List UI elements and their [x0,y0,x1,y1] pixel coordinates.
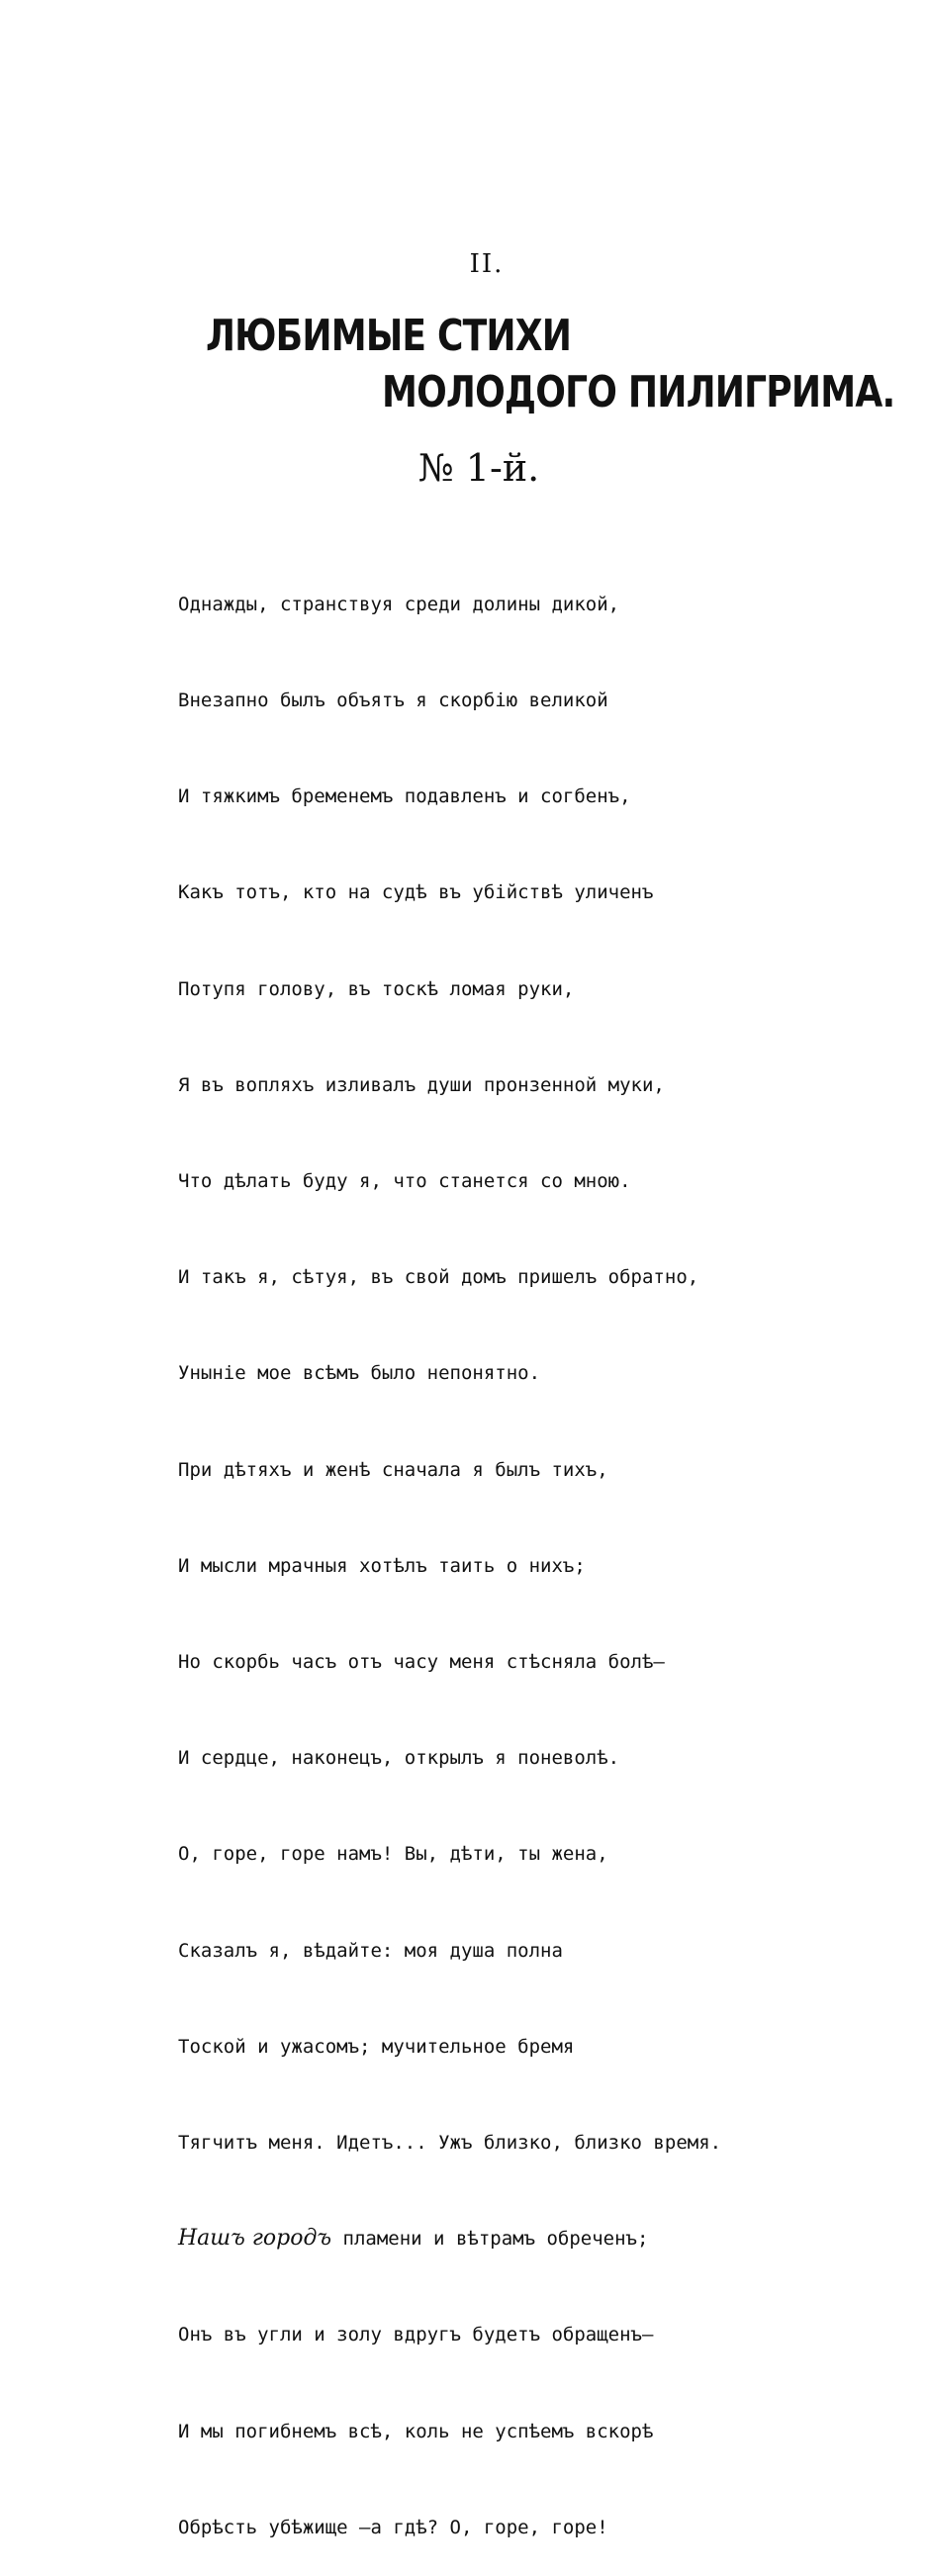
verse-line: Потупя голову, въ тоскѣ ломая руки, [178,977,575,1000]
chapter-title-line-2: МОЛОДОГО ПИЛИГРИМА. [382,367,895,417]
verse-line: И тяжкимъ бременемъ подавленъ и согбенъ, [178,785,631,808]
verse-line: Унынiе мое всѣмъ было непонятно. [178,1362,541,1385]
verse-line: Внезапно былъ объятъ я скорбію великой [178,690,608,712]
verse-line: И сердце, наконецъ, открылъ я поневолѣ. [178,1747,620,1770]
verse-line: Я въ вопляхъ изливалъ души пронзенной муки, [178,1073,665,1096]
chapter-title-line-1: ЛЮБИМЫЕ СТИХИ [206,311,572,361]
verse-line: Какъ тотъ, кто на судѣ въ убійствѣ уличенъ [178,881,654,904]
poem-number: № 1-й. [417,446,540,490]
poem-verse [178,524,721,2576]
verse-line: Что дѣлать буду я, что станется со мною. [178,1170,631,1193]
verse-line: Нашъ городъ пламени и вѣтрамъ обреченъ; [178,2226,649,2252]
verse-line: И такъ я, сѣтуя, въ свой домъ пришелъ обратно, [178,1266,699,1289]
verse-line: О, горе, горе намъ! Вы, дѣти, ты жена, [178,1843,608,1866]
section-number: II. [469,249,505,279]
verse-line: Тоской и ужасомъ; мучительное бремя [178,2035,575,2058]
verse-line: Однажды, странствуя среди долины дикой, [178,593,620,615]
verse-line: И мысли мрачныя хотѣлъ таить о нихъ; [178,1554,586,1577]
verse-line: Тягчитъ меня. Идетъ... Ужъ близко, близко время. [178,2132,722,2155]
verse-line: И мы погибнемъ всѣ, коль не успѣемъ вскорѣ [178,2420,654,2442]
verse-line: Но скорбь часъ отъ часу меня стѣсняла болѣ— [178,1651,665,1674]
verse-line: Обрѣсть убѣжище —а гдѣ? О, горе, горе! [178,2516,608,2538]
verse-line: Сказалъ я, вѣдайте: моя душа полна [178,1939,563,1962]
verse-line: Онъ въ угли и золу вдругъ будетъ обращенъ— [178,2324,654,2346]
verse-line: При дѣтяхъ и женѣ сначала я былъ тихъ, [178,1458,608,1481]
italic-phrase: Нашъ городъ [178,2226,332,2252]
